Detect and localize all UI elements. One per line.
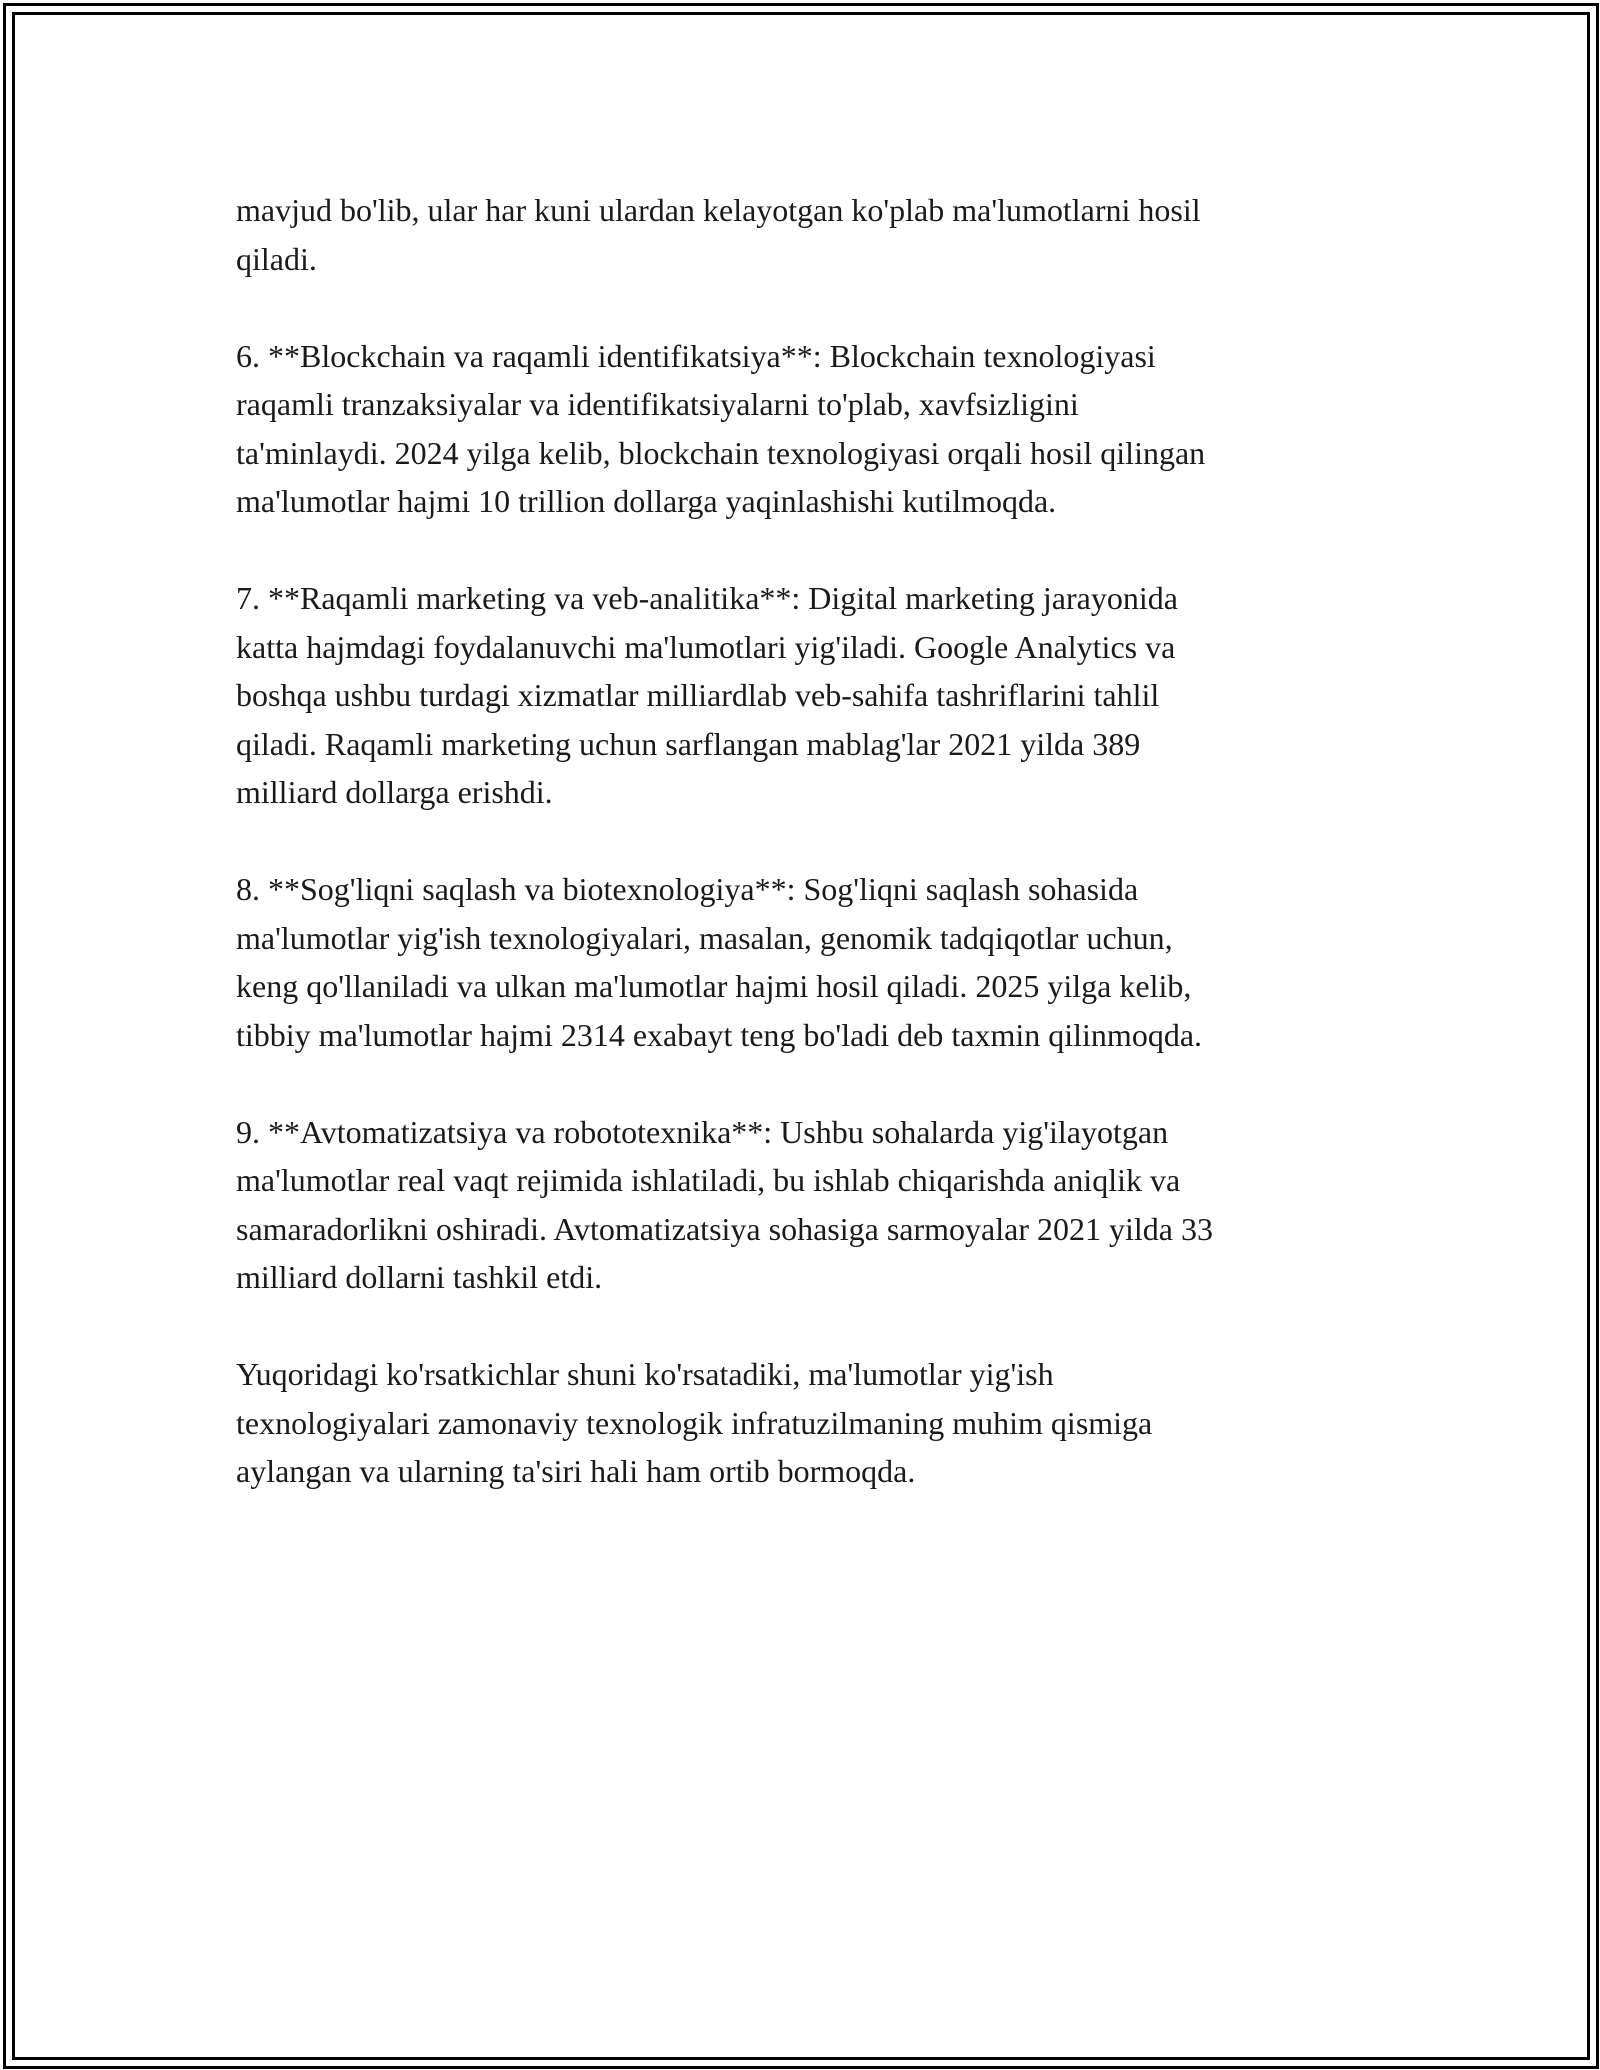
- text-line: 7. **Raqamli marketing va veb-analitika**: Digital marketing jarayonida: [236, 580, 1178, 616]
- text-line: samaradorlikni oshiradi. Avtomatizatsiya sohasiga sarmoyalar 2021 yilda 33: [236, 1210, 1213, 1247]
- text-line: boshqa ushbu turdagi xizmatlar milliardlab veb-sahifa tashriflarini tahlil: [236, 677, 1160, 713]
- text-line: aylangan va ularning ta'siri hali ham ortib bormoqda.: [236, 1453, 916, 1489]
- text-line: Yuqoridagi ko'rsatkichlar shuni ko'rsatadiki, ma'lumotlar yig'ish: [236, 1356, 1054, 1392]
- text-line: mavjud bo'lib, ular har kuni ulardan kelayotgan ko'plab ma'lumotlarni hosil: [236, 192, 1201, 228]
- text-line: ma'lumotlar yig'ish texnologiyalari, masalan, genomik tadqiqotlar uchun,: [236, 919, 1173, 956]
- document-body: [236, 186, 1376, 1544]
- text-line: 8. **Sog'liqni saqlash va biotexnologiya**: Sog'liqni saqlash sohasida: [236, 871, 1139, 907]
- paragraph-conclusion: [236, 1350, 1376, 1496]
- text-line: ma'lumotlar real vaqt rejimida ishlatiladi, bu ishlab chiqarishda aniqlik va: [236, 1162, 1181, 1198]
- paragraph-intro-continuation: [236, 186, 1376, 283]
- text-line: 9. **Avtomatizatsiya va robototexnika**: Ushbu sohalarda yig'ilayotgan: [236, 1113, 1169, 1150]
- paragraph-item-7: [236, 574, 1376, 817]
- text-line: keng qo'llaniladi va ulkan ma'lumotlar hajmi hosil qiladi. 2025 yilga kelib,: [236, 968, 1192, 1004]
- text-line: qiladi.: [236, 240, 317, 277]
- text-line: raqamli tranzaksiyalar va identifikatsiyalarni to'plab, xavfsizligini: [236, 386, 1079, 422]
- paragraph-item-9: [236, 1108, 1376, 1302]
- paragraph-item-6: [236, 332, 1376, 526]
- text-line: tibbiy ma'lumotlar hajmi 2314 exabayt teng bo'ladi deb taxmin qilinmoqda.: [236, 1016, 1203, 1053]
- text-line: katta hajmdagi foydalanuvchi ma'lumotlari yig'iladi. Google Analytics va: [236, 628, 1176, 665]
- text-line: qiladi. Raqamli marketing uchun sarflangan mablag'lar 2021 yilda 389: [236, 725, 1141, 762]
- text-line: ta'minlaydi. 2024 yilga kelib, blockchain texnologiyasi orqali hosil qilingan: [236, 434, 1206, 471]
- text-line: ma'lumotlar hajmi 10 trillion dollarga yaqinlashishi kutilmoqda.: [236, 483, 1057, 519]
- text-line: milliard dollarni tashkil etdi.: [236, 1259, 603, 1295]
- paragraph-item-8: [236, 865, 1376, 1059]
- text-line: 6. **Blockchain va raqamli identifikatsiya**: Blockchain texnologiyasi: [236, 337, 1156, 374]
- text-line: milliard dollarga erishdi.: [236, 774, 553, 810]
- text-line: texnologiyalari zamonaviy texnologik infratuzilmaning muhim qismiga: [236, 1404, 1153, 1441]
